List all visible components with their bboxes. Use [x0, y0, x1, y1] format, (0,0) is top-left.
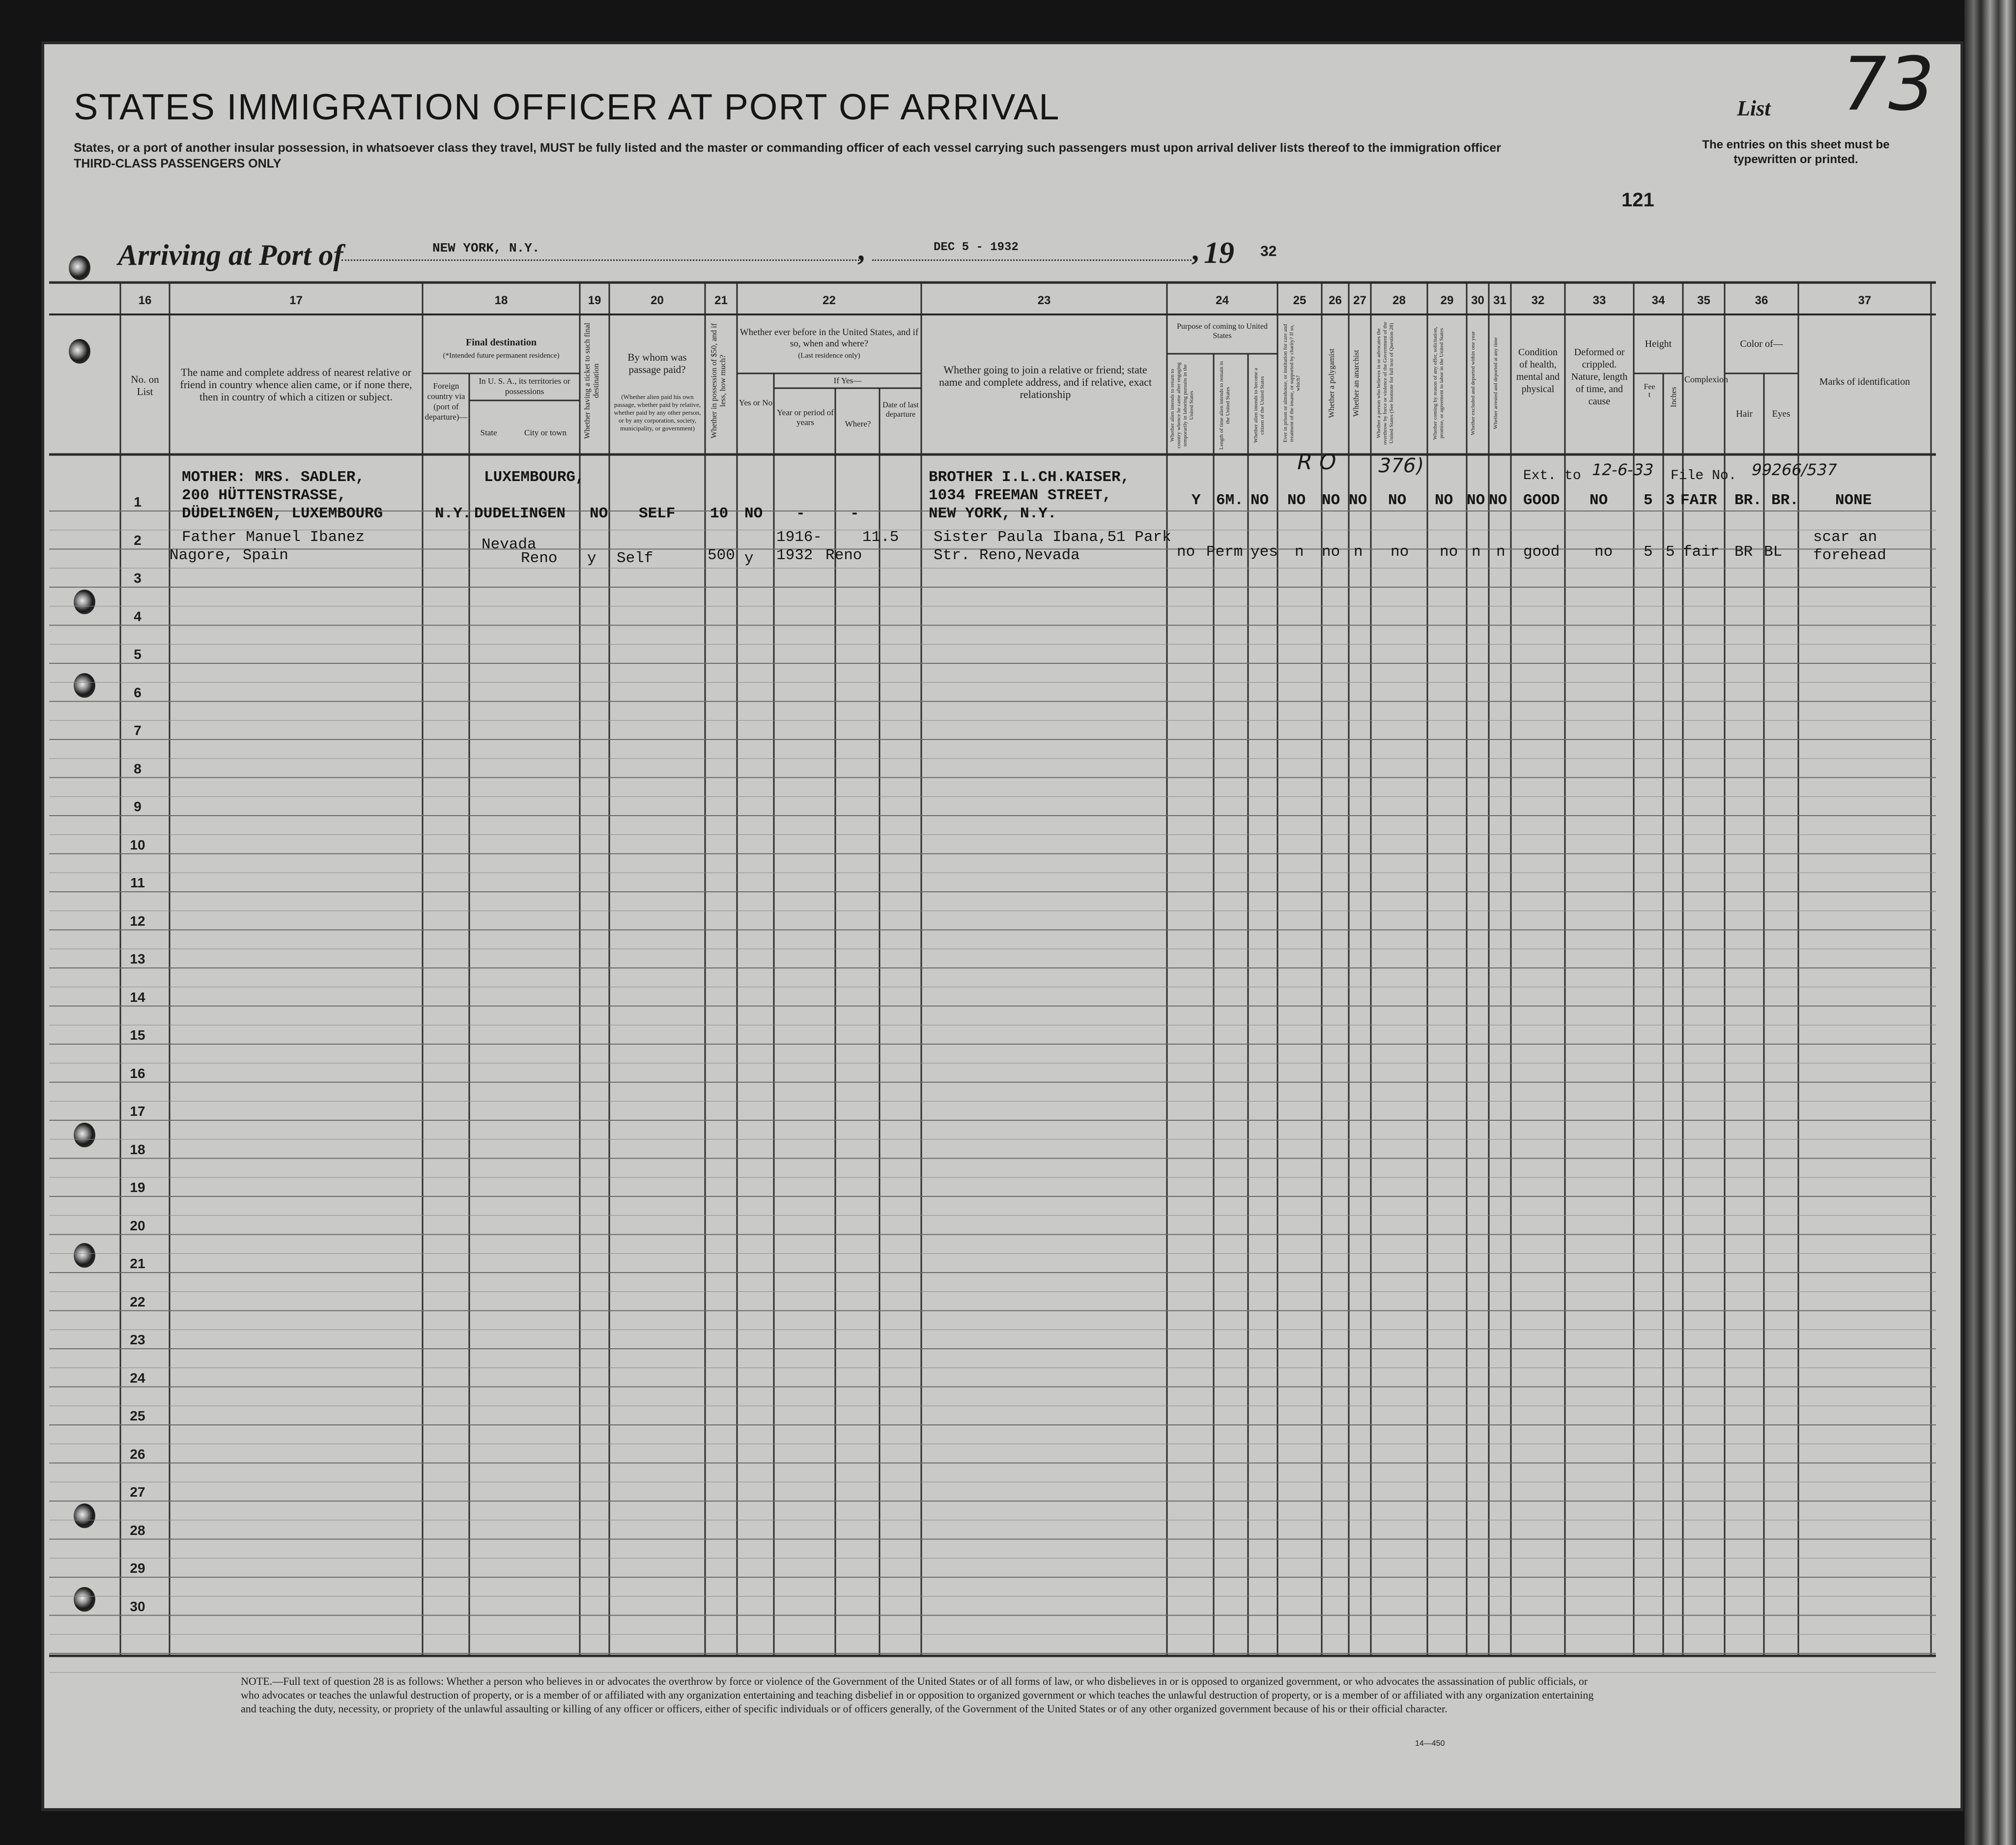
row-number: 5 [134, 647, 142, 662]
entry1-q30: NO [1467, 492, 1485, 509]
list-note: The entries on this sheet must be typewritten or printed. [1702, 138, 1890, 166]
col-number-26: 26 [1329, 294, 1342, 307]
entry2-city: Reno [521, 550, 558, 567]
row-number: 7 [134, 723, 142, 738]
header-q31: Whether arrested and deported at any time [1493, 337, 1499, 429]
punch-hole [74, 1123, 95, 1147]
header-date-last-departure: Date of last departure [882, 401, 919, 419]
col-number-16: 16 [138, 294, 152, 307]
row-number: 17 [130, 1104, 145, 1119]
entry2-hair: BR [1734, 543, 1753, 561]
entry1-q28: NO [1388, 492, 1407, 509]
col-number-22: 22 [823, 294, 836, 307]
col-number-27: 27 [1353, 294, 1366, 307]
entry1-prison: NO [1287, 492, 1306, 509]
col-number-37: 37 [1858, 294, 1872, 307]
entry2-q30: n [1472, 543, 1481, 561]
form-subtitle [74, 140, 1548, 171]
row-number: 8 [134, 761, 142, 776]
entry2-q31: n [1496, 543, 1505, 561]
entry1-before: NO [744, 505, 763, 522]
header-q28: Whether a person who believes in or advocates the overthrow by force or violence of the Government of the United States (See footnote for full text of Question 28) [1376, 321, 1394, 445]
header-ever-before-sub: (Last residence only) [798, 352, 860, 360]
punch-hole [74, 1504, 95, 1528]
entry1-ticket: NO [590, 505, 608, 522]
entry1-paid-by: SELF [639, 505, 676, 522]
row-number: 14 [130, 989, 145, 1005]
entry1-length: 6M. [1216, 492, 1244, 509]
entry2-destination-country: Nevada [482, 536, 537, 553]
entry2-inches: 5 [1666, 543, 1675, 561]
punch-hole [74, 1243, 95, 1268]
entry1-relative-line2: 200 HÜTTENSTRASSE, [182, 487, 346, 504]
entry2-q28: no [1391, 543, 1409, 561]
arrival-date: DEC 5 - 1932 [934, 241, 1019, 254]
entry2-length: Perm [1206, 543, 1243, 561]
entry2-polygamist: no [1322, 543, 1340, 561]
header-color-of: Color of— [1740, 339, 1783, 349]
entry1-feet: 5 [1644, 492, 1653, 509]
sheet-number: 121 [1621, 189, 1654, 211]
header-yes-no: Yes or No [738, 398, 773, 407]
header-inches: Inches [1670, 387, 1678, 407]
entry2-marks-line1: scar an [1813, 529, 1877, 546]
entry1-money: 10 [710, 505, 729, 522]
row-number: 3 [134, 570, 142, 586]
ro-handwritten-number: 376) [1376, 454, 1426, 477]
entry2-q29: no [1440, 543, 1458, 561]
header-nearest-relative: The name and complete address of nearest relative or friend in country whence alien came, or if none there, then in country of which a citizen or subject. [180, 366, 412, 403]
punch-hole [74, 673, 95, 698]
row-number: 28 [130, 1522, 145, 1538]
entry2-marks-line2: forehead [1813, 547, 1886, 564]
row-number: 24 [130, 1370, 145, 1386]
header-anarchist: Whether an anarchist [1352, 350, 1361, 417]
entry2-before: y [744, 550, 754, 567]
row-number: 4 [134, 608, 142, 624]
subtitle-line-1: States, or a port of another insular possession, in whatsoever class they travel, MUST be fully listed and the master or commanding officer of each vessel carrying such passengers must upon arrival deliver lists thereof to the immigration officer [74, 141, 1501, 155]
header-foreign-country: Foreign country via (port of departure)— [425, 381, 468, 422]
header-hair: Hair [1736, 409, 1753, 419]
col-number-32: 32 [1531, 294, 1545, 307]
col-number-17: 17 [289, 294, 303, 307]
entry1-hair: BR. [1734, 492, 1762, 509]
entry1-destination-country: LUXEMBOURG, [484, 469, 585, 486]
row-number: 1 [134, 494, 142, 510]
header-where: Where? [845, 419, 871, 428]
entry1-return: Y [1192, 492, 1201, 509]
header-feet: Feet [1644, 383, 1655, 399]
entry2-join-line2: Str. Reno,Nevada [934, 547, 1080, 564]
col-number-36: 36 [1755, 294, 1768, 307]
entry1-complexion: FAIR [1680, 492, 1717, 509]
entry1-citizen: NO [1250, 492, 1269, 509]
entry2-years-line2: 1932 [776, 547, 813, 564]
entry2-deformed: no [1594, 543, 1613, 561]
header-passage-paid-sub: (Whether alien paid his own passage, whether paid by relative, whether paid by any other person, or by any corporation, society, municipality, or government) [614, 393, 701, 432]
port-underline [341, 259, 862, 261]
entry1-join-line2: 1034 FREEMAN STREET, [929, 487, 1112, 504]
entry1-marks: NONE [1835, 492, 1872, 509]
punch-hole [74, 1587, 95, 1612]
port-value: NEW YORK, N.Y. [432, 241, 540, 255]
header-final-destination-sub: (*Intended future permanent residence) [443, 352, 560, 360]
row-number: 15 [130, 1027, 145, 1043]
row-number: 21 [130, 1256, 145, 1271]
entry1-state: N.Y. [435, 505, 472, 522]
row-number: 10 [130, 837, 145, 852]
entry1-health: GOOD [1523, 492, 1560, 509]
entry1-city: DUDELINGEN [474, 505, 566, 522]
header-purpose-citizen: Whether alien intends to become a citizen of the United States [1253, 368, 1265, 443]
form-code: 14—450 [1415, 1739, 1445, 1748]
entry1-q31: NO [1489, 492, 1507, 509]
file-label: File No. [1671, 468, 1737, 483]
footnote-q28: NOTE.—Full text of question 28 is as follows: Whether a person who believes in or advocates the overthrow by force or violence of the Government of the United States or of all forms of law, or who disbelieves in or is opposed to organized government, or who advocates the assassination of public officials, or who advocates or teaches the unlawful destruction of property, or is a member of or affiliated with any organization entertaining and teaching disbelief in or opposition to organized government or which teaches the unlawful destruction of property, or is a member of or affiliated with any organization entertaining and teaching the duty, necessity, or propriety of the unlawful assaulting or killing of any officer or officers, either of specific individuals or of officers generally, of the Government of the United States or of any other organized government because of his or their official character. [241, 1675, 1594, 1715]
row-number: 13 [130, 951, 145, 966]
comma-separator: , [1192, 234, 1199, 266]
ext-label: Ext. to [1523, 468, 1581, 483]
punch-hole [69, 339, 90, 364]
file-number: 99266/537 [1749, 460, 1839, 479]
row-number: 11 [130, 875, 145, 890]
header-in-usa: In U. S. A., its territories or possessions [479, 376, 570, 396]
entry1-eyes: BR. [1771, 492, 1799, 509]
header-final-destination: Final destination [466, 337, 537, 348]
entry2-eyes: BL [1764, 543, 1783, 561]
col-number-31: 31 [1493, 294, 1506, 307]
year-prefix: 19 [1204, 236, 1234, 270]
entry2-paid-by: Self [617, 550, 653, 567]
entry1-relative-line1: MOTHER: MRS. SADLER, [182, 469, 365, 486]
header-ticket: Whether having a ticket to such final destination [583, 322, 600, 439]
col-number-35: 35 [1697, 294, 1710, 307]
col-number-34: 34 [1651, 294, 1665, 307]
header-state: State [480, 428, 497, 437]
entry2-feet: 5 [1644, 543, 1653, 561]
entry2-complexion: fair [1683, 543, 1720, 561]
col-number-20: 20 [651, 294, 664, 307]
entry1-where: - [850, 505, 859, 522]
punch-hole [74, 590, 95, 614]
col-number-19: 19 [588, 294, 601, 307]
page-edge-stack [1964, 0, 2016, 1845]
header-if-yes: If Yes— [833, 376, 862, 385]
manifest-sheet [44, 44, 1960, 1808]
col-number-33: 33 [1592, 294, 1606, 307]
row-number: 19 [130, 1180, 145, 1195]
ro-handwritten-mark: R O [1294, 450, 1339, 475]
entry1-polygamist: NO [1322, 492, 1340, 509]
entry2-relative-line2: Nagore, Spain [170, 547, 288, 564]
entry2-join-line1: Sister Paula Ibana,51 Park [934, 529, 1171, 546]
row-number: 25 [130, 1408, 145, 1423]
entry1-inches: 3 [1666, 492, 1675, 509]
list-number: 73 [1832, 42, 1942, 127]
header-city: City or town [524, 428, 567, 437]
row-number: 18 [130, 1141, 145, 1157]
row-number: 2 [134, 532, 142, 548]
header-marks: Marks of identification [1819, 376, 1910, 387]
comma-separator: , [857, 234, 865, 266]
entry2-ticket: y [587, 550, 596, 567]
header-height: Height [1645, 339, 1672, 349]
row-number: 29 [130, 1561, 145, 1576]
entry2-anarchist: n [1354, 543, 1363, 561]
entry2-citizen: yes [1250, 543, 1278, 561]
row-number: 27 [130, 1484, 145, 1500]
entry1-deformed: NO [1590, 492, 1608, 509]
row-number: 26 [130, 1446, 145, 1462]
row-number: 6 [134, 684, 142, 700]
entry1-anarchist: NO [1349, 492, 1367, 509]
entry2-prison: n [1295, 543, 1304, 561]
entry1-years: - [796, 505, 805, 522]
header-years: Year or period of years [777, 408, 834, 427]
header-condition-health: Condition of health, mental and physical [1516, 347, 1560, 395]
form-title: STATES IMMIGRATION OFFICER AT PORT OF ARRIVAL [74, 86, 1060, 127]
entry1-join-line1: BROTHER I.L.CH.KAISER, [929, 469, 1130, 486]
col-number-28: 28 [1392, 294, 1406, 307]
col-number-21: 21 [714, 294, 728, 307]
header-q30: Whether excluded and deported within one year [1470, 331, 1476, 435]
entry2-relative-line1: Father Manuel Ibanez [182, 529, 365, 546]
header-polygamist: Whether a polygamist [1328, 348, 1336, 418]
entry1-q29: NO [1435, 492, 1453, 509]
punch-hole [69, 255, 90, 280]
col-number-23: 23 [1037, 294, 1051, 307]
entry2-years-line1: 1916- [776, 529, 823, 546]
entry2-return: no [1177, 543, 1195, 561]
list-label: List [1737, 96, 1771, 120]
arriving-label: Arriving at Port of [118, 239, 343, 271]
row-number: 9 [134, 799, 142, 814]
header-purpose: Purpose of coming to United States [1177, 322, 1268, 340]
entry2-money: 500 [708, 547, 735, 564]
row-number: 22 [130, 1294, 145, 1309]
row-number: 30 [130, 1598, 145, 1614]
entry1-join-line3: NEW YORK, N.Y. [929, 505, 1057, 522]
row-number: 12 [130, 913, 145, 929]
header-complexion: Complexion [1684, 374, 1728, 384]
row-number: 20 [130, 1218, 145, 1233]
entry2-date: 11.5 [862, 529, 899, 546]
col-number-18: 18 [494, 294, 508, 307]
subtitle-line-2: THIRD-CLASS PASSENGERS ONLY [74, 157, 282, 170]
col-number-30: 30 [1471, 294, 1484, 307]
entry2-where: Reno [825, 547, 862, 564]
header-join-relative: Whether going to join a relative or friend; state name and complete address, and if relative, exact relationship [938, 364, 1152, 400]
date-underline [872, 259, 1192, 261]
row-number: 16 [130, 1065, 145, 1081]
header-money: Whether in possession of $50, and if less, how much? [710, 323, 727, 439]
header-prison: Ever in prison or almshouse, or institution for care and treatment of the insane, or supported by charity? If so, which? [1282, 324, 1301, 443]
year-suffix: 32 [1260, 243, 1277, 259]
header-purpose-length: Length of time alien intends to remain in the United States [1219, 361, 1231, 450]
ext-date: 12-6-33 [1590, 460, 1655, 479]
header-passage-paid: By whom was passage paid? [627, 351, 687, 375]
header-ever-before: Whether ever before in the United States, and if so, when and where? [739, 327, 919, 349]
col-number-29: 29 [1440, 294, 1454, 307]
header-q29: Whether coming by reason of any offer, solicitation, promise, or agreement to labor in the United States [1432, 327, 1445, 440]
col-number-24: 24 [1216, 294, 1229, 307]
header-eyes: Eyes [1772, 409, 1790, 419]
header-purpose-return: Whether alien intends to return to country whence he came after engaging temporarily in laboring pursuits in the United States [1169, 362, 1194, 449]
entry2-health: good [1523, 543, 1560, 561]
header-no-on-list: No. on List [131, 373, 159, 397]
row-number: 23 [130, 1332, 145, 1347]
header-deformed: Deformed or crippled. Nature, length of time, and cause [1571, 347, 1628, 407]
entry1-relative-line3: DÜDELINGEN, LUXEMBOURG [182, 505, 383, 522]
col-number-25: 25 [1293, 294, 1306, 307]
